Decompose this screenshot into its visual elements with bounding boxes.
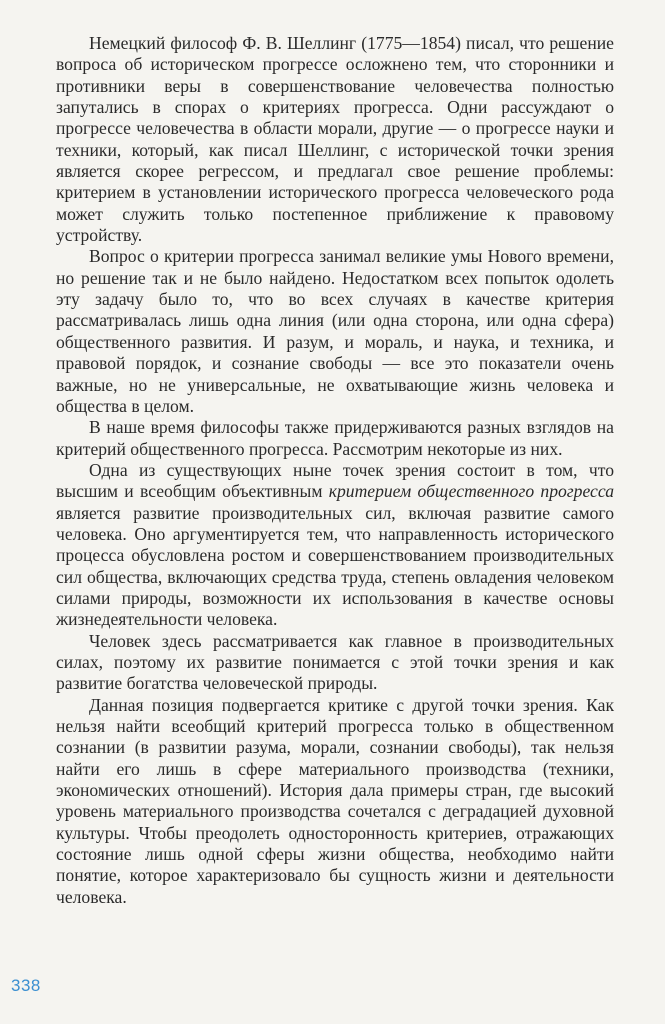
paragraph-schelling <box>56 33 614 246</box>
paragraph-text: Человек здесь рассматривается как главное в производительных силах, поэтому их развитие понимается с этой точки зрения и как развитие богатства человеческой природы. <box>56 630 614 694</box>
paragraph-text: Немецкий философ Ф. В. Шеллинг (1775—1854) писал, что решение вопроса об историческом прогрессе осложнено тем, что сторонники и противники веры в совершенствование человечества полностью запутались в спорах о критериях прогресса. Одни рассуждают о прогрессе человечества в области морали, другие — о прогрессе науки и техники, который, как писал Шеллинг, с исторической точки зрения является скорее регрессом, и предлагал свое решение проблемы: критерием в установлении исторического прогресса человеческого рода может служить только постепенное приближение к правовому устройству. <box>56 33 614 246</box>
page-number: 338 <box>11 976 41 995</box>
paragraph-productive-forces <box>56 460 614 631</box>
paragraph-text: является развитие производительных сил, включая развитие самого человека. Оно аргументируется тем, что направленность исторического процесса обусловлена ростом и совершенствованием производительных сил общества, включающих средства труда, степень овладения человеком силами природы, возможности их использования в качестве основы жизнедеятельности человека. <box>56 502 614 630</box>
paragraph-contemporary-views <box>56 417 614 460</box>
paragraph-text: Одна из существующих ныне точек зрения состоит в том, что высшим и всеобщим объективным <box>56 459 614 502</box>
paragraph-human-nature <box>56 631 614 695</box>
body-text <box>56 33 614 908</box>
paragraph-modern-minds <box>56 246 614 417</box>
italic-term: критерием общественного прогресса <box>328 481 614 502</box>
paragraph-text: Данная позиция подвергается критике с другой точки зрения. Как нельзя найти всеобщий критерий прогресса только в общественном сознании (в развитии разума, морали, сознании свободы), так нельзя найти его лишь в сфере материального производства (техники, экономических отношений). История дала примеры стран, где высокий уровень материального производства сочетался с деградацией духовной культуры. Чтобы преодолеть односторонность критериев, отражающих состояние лишь одной сферы жизни общества, необходимо найти понятие, которое характеризовало бы сущность жизни и деятельности человека. <box>56 694 614 907</box>
paragraph-criticism <box>56 695 614 908</box>
paragraph-text: В наше время философы также придерживаются разных взглядов на критерий общественного прогресса. Рассмотрим некоторые из них. <box>56 417 614 459</box>
paragraph-text: Вопрос о критерии прогресса занимал великие умы Нового времени, но решение так и не было найдено. Недостатком всех попыток одолеть эту задачу было то, что во всех случаях в качестве критерия рассматривалась лишь одна линия (или одна сторона, или одна сфера) общественного развития. И разум, и мораль, и наука, и техника, и правовой порядок, и сознание свободы — все это показатели очень важные, но не универсальные, не охватывающие жизнь человека и общества в целом. <box>56 246 614 416</box>
